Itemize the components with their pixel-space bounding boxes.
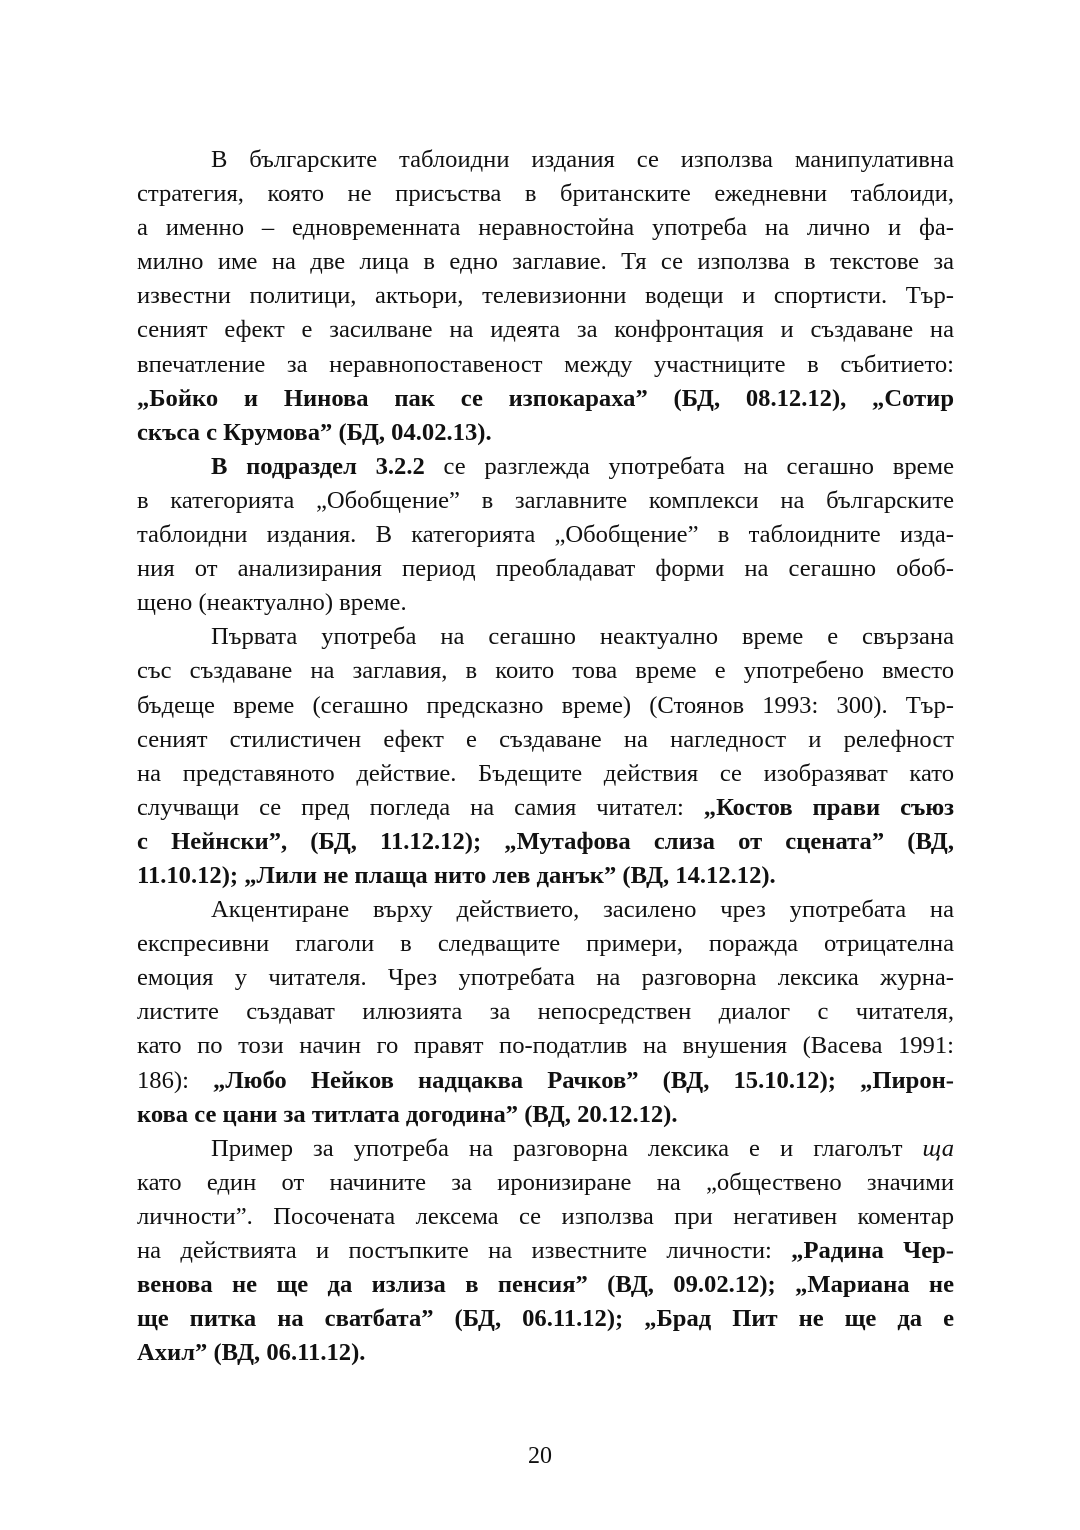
text-run: в категорията „Обобщение” в заглавните комплекси на българските	[137, 486, 954, 514]
text-line	[137, 211, 954, 245]
text-run: случващи се пред погледа на самия читател:	[137, 793, 704, 821]
text-run: бъдеще време (сегашно предсказно време) (Стоянов 1993: 300). Тър-	[137, 691, 954, 719]
bold-text-run: „Радина Чер-	[791, 1237, 954, 1264]
text-line	[137, 723, 954, 757]
text-run: таблоидни издания. В категорията „Обобщение” в таблоидните изда-	[137, 521, 954, 549]
text-run: а именно – едновременната неравностойна употреба на лично и фа-	[137, 214, 954, 242]
text-run: ния от анализирания период преобладават форми на сегашно обоб-	[137, 555, 954, 583]
text-run: като един от начините за иронизиране на „обществено значими	[137, 1168, 954, 1196]
bold-text-run: „Бойко и Нинова пак се изпокараха” (БД, 08.12.12), „Сотир	[137, 384, 954, 412]
text-line	[137, 1268, 954, 1302]
text-run: Акцентиране върху действието, засилено чрез употребата на	[211, 896, 954, 924]
text-run: личности”. Посочената лексема се използва при негативен коментар	[137, 1202, 954, 1230]
text-line	[137, 518, 954, 552]
text-line	[137, 1029, 954, 1063]
text-run: сеният ефект е засилване на идеята за конфронтация и създаване на	[137, 316, 954, 344]
text-run: милно име на две лица в едно заглавие. Тя се използва в текстове за	[137, 248, 954, 276]
text-line	[137, 143, 954, 177]
page-number: 20	[528, 1443, 552, 1469]
text-line	[137, 1336, 954, 1370]
text-line	[137, 757, 954, 791]
text-line	[137, 961, 954, 995]
text-line	[137, 1132, 954, 1166]
paragraph	[137, 450, 954, 620]
bold-text-run: венова не ще да излиза в пенсия” (ВД, 09.02.12); „Мариана не	[137, 1271, 954, 1299]
text-line	[137, 1302, 954, 1336]
text-run: експресивни глаголи в следващите примери, поражда отрицателна	[137, 930, 954, 958]
text-run: сеният стилистичен ефект е създаване на нагледност и релефност	[137, 725, 954, 753]
text-run: Пример за употреба на разговорна лексика е и глаголът	[211, 1134, 923, 1162]
text-line	[137, 382, 954, 416]
text-run: 186):	[137, 1066, 214, 1094]
text-line	[137, 348, 954, 382]
text-line	[137, 450, 954, 484]
text-line	[137, 825, 954, 859]
text-run: известни политици, актьори, телевизионни водещи и спортисти. Тър-	[137, 282, 954, 310]
text-run: като по този начин го правят по-податлив на внушения (Васева 1991:	[137, 1032, 954, 1060]
text-line	[137, 859, 954, 893]
text-run: се разглежда употребата на сегашно време	[424, 452, 955, 480]
text-run: Първата употреба на сегашно неактуално време е свързана	[211, 623, 954, 651]
text-run: В българските таблоидни издания се използва манипулативна	[211, 146, 954, 173]
bold-text-run: „Любо Нейков надцаква Рачков” (ВД, 15.10.12); „Пирон-	[213, 1066, 954, 1094]
text-line	[137, 654, 954, 688]
text-run: със създаване на заглавия, в които това време е употребено вместо	[137, 657, 954, 685]
text-line	[137, 689, 954, 723]
text-line	[137, 279, 954, 313]
bold-text-run: скъса с Крумова” (БД, 04.02.13).	[137, 418, 492, 446]
text-line	[137, 245, 954, 279]
text-line	[137, 1234, 954, 1268]
paragraph	[137, 620, 954, 893]
text-line	[137, 995, 954, 1029]
text-run: на действията и постъпките на известните личности:	[137, 1237, 792, 1264]
text-line	[137, 416, 954, 450]
paragraph	[137, 143, 954, 450]
text-run: листите създават илюзията за непосредствен диалог с читателя,	[137, 998, 954, 1026]
text-line	[137, 1098, 954, 1132]
text-line	[137, 791, 954, 825]
bold-text-run: с Нейнски”, (БД, 11.12.12); „Мутафова слиза от сцената” (ВД,	[137, 827, 954, 855]
text-run: впечатление за неравнопоставеност между участниците в събитието:	[137, 350, 954, 378]
body-text	[137, 143, 954, 1370]
text-line	[137, 620, 954, 654]
text-run: емоция у читателя. Чрез употребата на разговорна лексика журна-	[137, 964, 954, 992]
text-line	[137, 1064, 954, 1098]
text-run: стратегия, която не присъства в британските ежедневни таблоиди,	[137, 180, 954, 208]
text-line	[137, 586, 954, 620]
bold-text-run: „Костов прави съюз	[703, 793, 954, 821]
bold-text-run: ще питка на сватбата” (БД, 06.11.12); „Брад Пит не ще да е	[137, 1305, 954, 1333]
text-line	[137, 893, 954, 927]
text-line	[137, 552, 954, 586]
text-line	[137, 313, 954, 347]
bold-text-run: Ахил” (ВД, 06.11.12).	[137, 1339, 366, 1367]
paragraph	[137, 893, 954, 1132]
text-line	[137, 484, 954, 518]
text-run: щено (неактуално) време.	[137, 589, 407, 617]
text-line	[137, 1166, 954, 1200]
bold-text-run: В подраздел 3.2.2	[211, 452, 425, 480]
text-line	[137, 177, 954, 211]
bold-text-run: 11.10.12); „Лили не плаща нито лев данък” (ВД, 14.12.12).	[137, 861, 776, 889]
text-run: на представяното действие. Бъдещите действия се изобразяват като	[137, 759, 954, 787]
italic-text-run: ща	[922, 1134, 954, 1162]
paragraph	[137, 1132, 954, 1371]
text-line	[137, 927, 954, 961]
text-line	[137, 1200, 954, 1234]
bold-text-run: кова се цани за титлата догодина” (ВД, 20.12.12).	[137, 1100, 678, 1128]
